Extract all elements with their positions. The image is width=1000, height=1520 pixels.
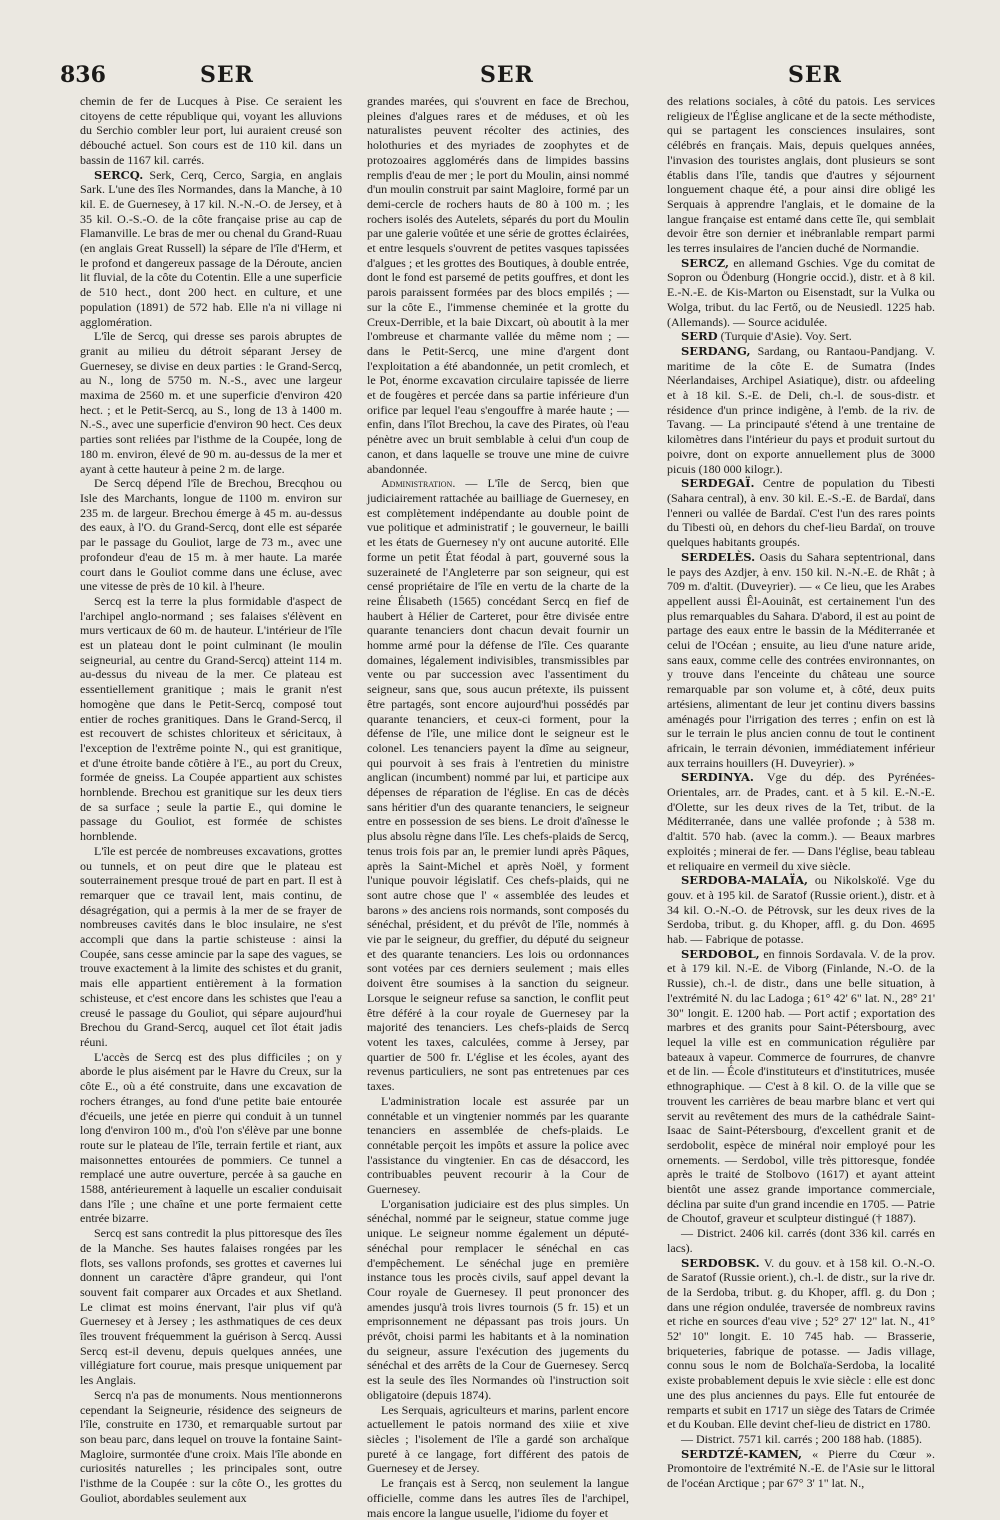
body-text: Sercq n'a pas de monuments. Nous mentionnerons cependant la Seigneurie, résidence des seigneurs de l'île, construite en 1730, et remarquable surtout par son beau parc, dans lequel on trouve la fontaine Saint-Magloire, surmontée d'une croix. Mais l'île abonde en curiosités naturelles ; les principales sont, outre l'isthme de la Coupée : sur la côte O., les grottes du Gouliot, abordables seulement aux bbox=[80, 1387, 342, 1505]
body-text: grandes marées, qui s'ouvrent en face de Brechou, pleines d'algues rares et de méduses, et où les naturalistes peuvent récolter des actinies, des holothuries et des myriades de zoophytes et de protozoaires agglomérés dans de limpides bassins remplis d'eau de mer ; le port du Moulin, ainsi nommé d'un moulin construit par saint Magloire, formé par un demi-cercle de rochers hauts de 80 à 100 m. ; les rochers isolés des Autelets, séparés du port du Moulin par une galerie voûtée et une série de grottes éclairées, et entre lesquels s'ouvrent de petites vasques tapissées d'algues ; et les grottes des Boutiques, à double entrée, dont le fond est parsemé de petits gouffres, et dont les parois paraissent formées par des blocs empilés ; — sur la côte E., l'immense cheminée et la grotte du Creux-Derrible, et la baie Dixcart, où aboutit à la mer l'ombreuse et charmante vallée du même nom ; — dans le Petit-Sercq, une mine d'argent dont l'exploitation a été abandonnée, un petit cromlech, et le Pot, énorme excavation circulaire tapissée de lierre et de fougères et percée dans sa partie inférieure d'un orifice par lequel l'eau s'engouffre à marée haute ; — enfin, dans l'îlot Brechou, la cave des Pirates, où l'eau pénètre avec un bruit semblable à celui d'un coup de canon, et dans laquelle se trouve une mine de cuivre abandonnée. bbox=[367, 94, 629, 476]
paragraph bbox=[80, 1226, 342, 1388]
entry-headword: SERDELÈS. bbox=[681, 549, 756, 564]
body-text: De Sercq dépend l'île de Brechou, Brecqhou ou Isle des Marchants, longue de 1100 m. environ sur 235 m. de largeur. Brechou émerge à 45 m. au-dessus des eaux, à l'O. du Grand-Sercq, dont elle est séparée par le passage du Gouliot, large de 73 m., avec une profondeur d'eau de 15 m. à mer haute. La marée court dans le Gouliot comme dans une écluse, avec une vitesse de près de 10 kil. à l'heure. bbox=[80, 476, 342, 594]
paragraph bbox=[80, 1050, 342, 1226]
body-text: en finnois Sordavala. V. de la prov. et à 179 kil. N.-E. de Viborg (Finlande, N.-O. de la Russie), ch.-l. de distr., dans une belle situation, à l'extrémité N. du lac Ladoga ; 61° 42' 6" lat. N., 28° 21' 30" longit. E. 1200 hab. — Port actif ; exportation des marbres et des granits pour Saint-Pétersbourg, avec lequel la ville est en communication régulière par bateaux à vapeur. Commerce de fourrures, de chanvre et de lin. — École d'instituteurs et d'institutrices, musée ethnographique. — C'est à 8 kil. O. de la ville que se trouvent les carrières de beau marbre blanc et vert qui servit au revêtement des murs de la cathédrale Saint-Isaac de Saint-Pétersbourg, d'excellent granit et de serdobolit, espèce de minéral noir employé pour les ornements. — Serdobol, ville très pittoresque, fondée après le traité de Stolbovo (1617) et ayant atteint bientôt une assez grande importance commerciale, déclina par suite d'un grand incendie en 1705. — Patrie de Choutof, graveur et sculpteur distingué († 1887). bbox=[667, 946, 935, 1226]
body-text: Vge du dép. des Pyrénées-Orientales, arr. de Prades, cant. et à 5 kil. E.-N.-E. d'Olette, sur les deux rives de la Tet, tribut. de la Méditerranée, dans une vallée profonde ; à 538 m. d'altit. 570 hab. (avec la comm.). — Beaux marbres exploités ; minerai de fer. — Dans l'église, beau tableau et reliquaire en vermeil du xive siècle. bbox=[667, 770, 935, 873]
entry-headword: SERCZ, bbox=[681, 255, 729, 270]
body-text: en allemand Gschies. Vge du comitat de Sopron ou Ödenburg (Hongrie occid.), distr. et à 8 kil. E.-N.-E. de Kis-Marton ou Eisenstadt, sur la Vulka ou Wolga, tribut. du lac Fertő, ou de Neusiedl. 1225 hab. (Allemands). — Source acidulée. bbox=[667, 255, 935, 329]
dictionary-entry bbox=[667, 256, 935, 330]
text-column-3 bbox=[667, 94, 935, 1491]
paragraph bbox=[367, 94, 629, 476]
body-text: Sardang, ou Rantaou-Pandjang. V. maritime de la côte E. de Sumatra (Indes Néerlandaises, Archipel Asiatique), distr. ou afdeeling et à 18 kil. S.-E. de Deli, ch.-l. de sous-distr. et résidence d'un prince indigène, à l'emb. de la riv. de Tavang. — La principauté s'étend à une trentaine de kilomètres dans l'intérieur du pays et produit surtout du poivre, dont on exporte annuellement plus de 3000 picuis (180 000 kilogr.). bbox=[667, 343, 935, 476]
body-text: L'accès de Sercq est des plus difficiles ; on y aborde le plus aisément par le Havre du Creux, sur la côte E., où a été construite, dans une excavation de rochers étranges, au fond d'une petite baie entourée d'écueils, une jetée en pierre qui conduit à un tunnel long d'environ 100 m., d'où l'on s'élève par une bonne route sur le plateau de l'île, terrain fertile et riant, aux maisonnettes entourées de pommiers. Ce tunnel a remplacé une autre ouverture, percée à sa gauche en 1588, antérieurement à laquelle un escalier conduisait dans l'île ; une chaîne et une porte fermaient cette entrée bizarre. bbox=[80, 1049, 342, 1226]
paragraph bbox=[667, 1432, 935, 1447]
running-head-left: SER bbox=[200, 62, 254, 88]
entry-headword: SERDOBOL, bbox=[681, 946, 760, 961]
body-text: Sercq est sans contredit la plus pittoresque des îles de la Manche. Ses hautes falaises rongées par les flots, ses vallons profonds, ses grottes et cavernes lui donnent un caractère d'âpre grandeur, qui l'ont souvent fait comparer aux Orcades et aux Shetland. Le climat est moins énervant, l'air plus vif qu'à Guernesey et à Jersey ; les asthmatiques de ces deux îles trouvent fréquemment la guérison à Sercq. Aussi Sercq est-il devenu, depuis quelques années, une villégiature fort courue, mais presque uniquement par les Anglais. bbox=[80, 1226, 342, 1388]
entry-headword: SERD bbox=[681, 329, 718, 344]
paragraph bbox=[80, 476, 342, 594]
entry-headword: SERDINYA. bbox=[681, 770, 754, 785]
text-column-2 bbox=[367, 94, 629, 1520]
entry-headword: SERDEGAÏ. bbox=[681, 476, 755, 491]
page-header bbox=[60, 62, 950, 92]
body-text: V. du gouv. et à 158 kil. O.-N.-O. de Saratof (Russie orient.), ch.-l. de distr., sur la rive dr. de la Serdoba, tribut. g. du Khoper, affl. g. du Don ; dans une région ondulée, traversée de nombreux ravins et riche en sources d'eau vive ; 52° 27' 12" lat. N., 41° 52' 10" longit. E. 10 745 hab. — Brasserie, briqueteries, fabrique de potasse. — Jadis village, connu sous le nom de Bolchaïa-Serdoba, la localité existe probablement depuis le xvie siècle : elle est donc une des plus anciennes du pays. Elle fut entourée de remparts et subit en 1717 un siège des Tatars de Crimée et du Kouban. Elle devint chef-lieu de district en 1780. bbox=[667, 1255, 935, 1432]
body-text: L'île de Sercq, qui dresse ses parois abruptes de granit au milieu du détroit séparant Jersey de Guernesey, se divise en deux parties : le Grand-Sercq, au N., long de 5750 m. N.-S., avec une largeur maxima de 2560 m. et une superficie d'environ 420 hect. ; et le Petit-Sercq, au S., long de 13 à 1400 m. N.-S., avec une superficie d'environ 90 hect. Ces deux parties sont reliées par l'isthme de la Coupée, long de 180 m. environ, élevé de 90 m. au-dessus de la mer et ayant à cette hauteur à peine 2 m. de large. bbox=[80, 329, 342, 476]
dictionary-entry bbox=[667, 550, 935, 771]
body-text: des relations sociales, à côté du patois. Les services religieux de l'Église anglicane et de la secte méthodiste, qui se partagent les consciences insulaires, sont célébrés en français. Mais, depuis quelques années, l'invasion des touristes anglais, dont plusieurs se sont établis dans l'île, tandis que d'autres y séjournent longuement chaque été, a pour ainsi dire obligé les Serquais à apprendre l'anglais, et le domaine de la langue française est entamé dans cette île, qui semblait devoir être son dernier et inébranlable rempart parmi les terres insulaires de l'ancien duché de Normandie. bbox=[667, 94, 935, 256]
dictionary-entry bbox=[667, 1447, 935, 1491]
paragraph bbox=[367, 1476, 629, 1520]
paragraph bbox=[80, 329, 342, 476]
body-text: Sercq est la terre la plus formidable d'aspect de l'archipel anglo-normand ; ses falaises s'élèvent en murs verticaux de 60 m. de hauteur. L'intérieur de l'île est un plateau dont le point culminant (le moulin seigneurial, au centre du Grand-Sercq) atteint 114 m. au-dessus du niveau de la mer. Ce plateau est essentiellement granitique ; mais le granit n'est homogène que dans le Petit-Sercq, composé tout entier de roches granitiques. Dans le Grand-Sercq, il est recouvert de schistes chloriteux et séricitaux, à l'exception de l'extrême pointe N., qui est granitique, et d'une étroite bande côtière à l'E., au port du Creux, formée de gneiss. La Coupée appartient aux schistes hornblende. Brechou est granitique sur les deux tiers de sa surface ; seule la partie E., qui domine le passage du Gouliot, est formée de schistes hornblende. bbox=[80, 593, 342, 844]
body-text: L'île est percée de nombreuses excavations, grottes ou tunnels, et on peut dire que le plateau est souterrainement presque troué de part en part. Il est à remarquer que ce travail lent, mais continu, de désagrégation, qui a permis à la mer de se frayer de nombreuses cavités dans le bloc insulaire, ne s'est accompli que dans la partie schisteuse : ainsi la Coupée, sans cesse amincie par la sape des vagues, se trouve exactement à la limite des schistes et du granit, mais elle appartient entièrement à la formation schisteuse, et c'est encore dans les schistes que l'eau a creusé le passage du Gouliot, qui sépare aujourd'hui Brechou du Grand-Sercq, auquel cet îlot était jadis réuni. bbox=[80, 843, 342, 1049]
body-text: L'administration locale est assurée par un connétable et un vingtenier nommés par les quarante tenanciers en assemblée de chefs-plaids. Le connétable perçoit les impôts et assure la police avec l'assistance du vingtenier. En cas de désaccord, les contribuables peuvent recourir à la Cour de Guernesey. bbox=[367, 1093, 629, 1197]
body-text: Oasis du Sahara septentrional, dans le pays des Azdjer, à env. 150 kil. N.-N.-E. de Rhât ; à 709 m. d'altit. (Duveyrier). — « Ce lieu, que les Arabes appellent aussi Êl-Aouinât, est certainement l'un des plus remarquables du Sahara. D'abord, il est au point de partage des eaux entre le bassin de la Méditerranée et celui de l'Océan ; ensuite, au lieu d'une nature aride, sans eaux, comme celle des contrées environnantes, on y trouve dans l'enceinte du château une source remarquable par son volume et, à côté, deux puits artésiens, alimentant de leur jet continu divers bassins aménagés pour l'irrigation des terres ; enfin on est là sur le terrain le plus ancien connu de tout le continent africain, le terrain dévonien, immédiatement inférieur aux terrains houillers (H. Duveyrier). » bbox=[667, 549, 935, 770]
entry-headword: SERDOBSK. bbox=[681, 1255, 760, 1270]
paragraph bbox=[367, 1094, 629, 1197]
entry-headword: SERDOBA-MALAÏA, bbox=[681, 873, 808, 888]
dictionary-entry bbox=[667, 947, 935, 1226]
body-text: « Pierre du Cœur ». Promontoire de l'extrémité N.-E. de l'Asie sur le littoral de l'océan Arctique ; par 67° 3' 1" lat. N., bbox=[667, 1446, 935, 1491]
paragraph bbox=[667, 1226, 935, 1255]
body-text: (Turquie d'Asie). Voy. Sert. bbox=[717, 329, 852, 344]
body-text: Serk, Cerq, Cerco, Sargia, en anglais Sark. L'une des îles Normandes, dans la Manche, à 10 kil. E. de Guernesey, à 17 kil. N.-N.-O. de Jersey, et à 35 kil. O.-S.-O. de la côte française prise au cap de Flamanville. Le bras de mer ou chenal du Grand-Ruau (en anglais Great Russell) la sépare de l'île d'Herm, et le profond et dangereux passage de la Déroute, ancien lit fluvial, de la côte du Cotentin. Elle a une superficie de 510 hect., dont 200 hect. en culture, et une population (1891) de 572 hab. Elle n'a ni village ni agglomération. bbox=[80, 167, 342, 329]
body-text: ou Nikolskoïé. Vge du gouv. et à 195 kil. de Saratof (Russie orient.), distr. et à 34 kil. O.-N.-O. de Pétrovsk, sur les deux rives de la Serdoba, tribut. g. du Khoper, affl. g. du Don. 4695 hab. — Fabrique de potasse. bbox=[667, 873, 935, 947]
body-text: — District. 2406 kil. carrés (dont 336 kil. carrés en lacs). bbox=[667, 1226, 935, 1255]
dictionary-entry bbox=[80, 168, 342, 330]
body-text: Centre de population du Tibesti (Sahara central), à env. 30 kil. E.-S.-E. de Bardaï, dans l'enneri ou vallée de Bardaï. C'est l'un des rares points du Tibesti où, en dehors du chef-lieu Bardaï, on trouve quelques habitants groupés. bbox=[667, 476, 935, 550]
dictionary-entry bbox=[667, 873, 935, 947]
text-column-1 bbox=[80, 94, 342, 1505]
entry-headword: SERCQ. bbox=[94, 167, 144, 182]
dictionary-entry bbox=[667, 770, 935, 873]
paragraph bbox=[367, 1197, 629, 1403]
section-label: Administration. bbox=[381, 476, 456, 491]
paragraph bbox=[80, 594, 342, 844]
body-text: chemin de fer de Lucques à Pise. Ce seraient les citoyens de cette république qui, voyant les alluvions du Serchio combler leur port, lui auraient creusé son débouché actuel. Son cours est de 110 kil. dans un bassin de 1167 kil. carrés. bbox=[80, 94, 342, 167]
body-text: Le français est à Sercq, non seulement la langue officielle, comme dans les autres îles de l'archipel, mais encore la langue usuelle, l'idiome du foyer et bbox=[367, 1476, 629, 1520]
dictionary-entry bbox=[667, 476, 935, 550]
dictionary-entry bbox=[667, 1256, 935, 1432]
body-text: — L'île de Sercq, bien que judiciairement rattachée au bailliage de Guernesey, en est complètement indépendante au double point de vue politique et administratif ; le gouverneur, le bailli et les états de Guernesey n'y ont aucune autorité. Elle forme un petit État féodal à part, gouverné sous la suzeraineté de l'Angleterre par son seigneur, qui est censé propriétaire de l'île en vertu de la charte de la reine Élisabeth (1565) concédant Sercq en fief de haubert à Hélier de Carteret, pour être divisée entre quarante tenanciers dont chacun devait fournir un homme armé pour la défense de l'île. Ces quarante domaines, légalement indivisibles, transmissibles par vente ou par succession avec l'assentiment du seigneur, sans que, sous aucun prétexte, ils puissent être partagés, sont encore aujourd'hui possédés par quarante tenanciers, et ceux-ci forment, pour la défense de l'île, une milice dont le seigneur est le colonel. Les tenanciers payent la dîme au seigneur, qui pourvoit à ses frais à l'entretien du ministre anglican (incumbent) nommé par lui, et participe aux dépenses de réparation de l'église. En cas de décès sans héritier d'un des quarante tenanciers, le seigneur entre en possession de ses biens. Le droit d'aînesse le plus absolu règne dans l'île. Les chefs-plaids de Sercq, tenus trois fois par an, le premier lundi après Pâques, après la Saint-Michel et après Noël, y forment l'unique pouvoir législatif. Ces chefs-plaids, qui ne sont autre chose que l' « assemblée des leudes et barons » des anciens rois normands, sont composés du sénéchal, président, et du prévôt de l'île, nommés à vie par le seigneur, du greffier, du député du seigneur et des quarante tenanciers. Les lois ou ordonnances sont votées par ces derniers seulement ; mais elles doivent être soumises à la sanction du seigneur. Lorsque le seigneur refuse sa sanction, le conflit peut être déféré à la cour royale de Guernesey par la majorité des tenanciers. Les chefs-plaids de Sercq votent les taxes, calculées, comme à Jersey, par quartier de 500 fr. L'église et les écoles, ayant des revenus particuliers, ne sont pas entretenues par ces taxes. bbox=[367, 476, 629, 1094]
dictionary-entry bbox=[667, 344, 935, 476]
body-text: L'organisation judiciaire est des plus simples. Un sénéchal, nommé par le seigneur, statue comme juge unique. Le seigneur nomme également un député-sénéchal pour remplacer le sénéchal en cas d'empêchement. Le sénéchal juge en première instance tous les procès civils, sauf appel devant la Cour royale de Guernesey. Il peut prononcer des amendes jusqu'à trois livres tournois (5 fr. 15) et un emprisonnement ne dépassant pas trois jours. Un prévôt, choisi parmi les habitants et à la nomination du seigneur, assure l'exécution des jugements du sénéchal et des arrêts de la Cour de Guernesey. Sercq est la seule des îles Normandes où l'instruction soit obligatoire (depuis 1874). bbox=[367, 1196, 629, 1402]
body-text: — District. 7571 kil. carrés ; 200 188 hab. (1885). bbox=[681, 1431, 922, 1446]
body-text: Les Serquais, agriculteurs et marins, parlent encore actuellement le patois normand des xiiie et xive siècles ; l'isolement de l'île a gardé son archaïque pureté à ce langage, fort différent des patois de Guernesey et de Jersey. bbox=[367, 1402, 629, 1476]
paragraph bbox=[80, 844, 342, 1050]
paragraph bbox=[80, 94, 342, 168]
entry-headword: SERDANG, bbox=[681, 343, 751, 358]
paragraph bbox=[80, 1388, 342, 1506]
page-number: 836 bbox=[60, 62, 106, 88]
entry-headword: SERDTZÉ-KAMEN, bbox=[681, 1446, 803, 1461]
running-head-middle: SER bbox=[480, 62, 534, 88]
paragraph bbox=[367, 1403, 629, 1477]
paragraph bbox=[667, 94, 935, 256]
paragraph bbox=[367, 476, 629, 1094]
dictionary-entry bbox=[667, 329, 935, 344]
running-head-right: SER bbox=[788, 62, 842, 88]
